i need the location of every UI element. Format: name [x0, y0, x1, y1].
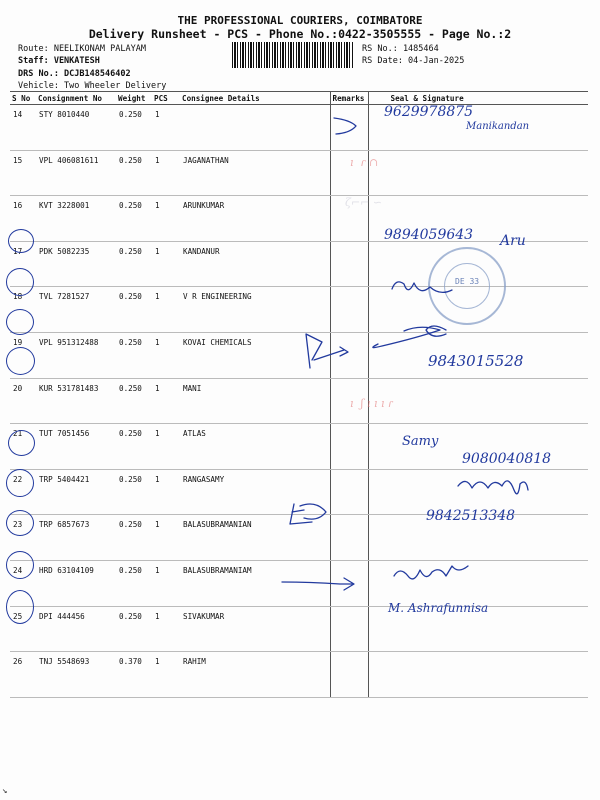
stamp-date: DE 33 — [455, 277, 480, 286]
row-consignment: TUT 7051456 — [36, 424, 116, 470]
row-weight: 0.250 — [116, 424, 152, 470]
row-pcs: 1 — [152, 378, 180, 424]
faint-mark: ı ɾ ∩ — [350, 156, 379, 169]
row-weight: 0.370 — [116, 652, 152, 698]
row-consignment: DPI 444456 — [36, 606, 116, 652]
row-weight: 0.250 — [116, 515, 152, 561]
vehicle-info: Vehicle: Two Wheeler Delivery — [18, 81, 167, 91]
row-weight: 0.250 — [116, 150, 152, 196]
row-consignee: KANDANUR — [180, 241, 330, 287]
col-consignee: Consignee Details — [180, 92, 330, 105]
row-pcs: 1 — [152, 515, 180, 561]
row-consignee: MANI — [180, 378, 330, 424]
row-pcs: 1 — [152, 105, 180, 151]
row-weight: 0.250 — [116, 606, 152, 652]
faint-mark: ı ʃ ı ı ı ɾ — [350, 397, 394, 410]
row-pcs: 1 — [152, 196, 180, 242]
col-seal-signature: Seal & Signature — [368, 92, 588, 105]
handwritten-phone: 9629978875 — [384, 104, 474, 120]
signature-stroke — [392, 282, 452, 293]
row-weight: 0.250 — [116, 560, 152, 606]
row-consignee: BALASUBRAMANIAN — [180, 515, 330, 561]
col-sno: S No — [10, 92, 36, 105]
signature-stroke — [394, 566, 468, 579]
row-sno: 16 — [10, 196, 36, 242]
scribble-stroke — [458, 481, 528, 494]
rs-date: RS Date: 04-Jan-2025 — [362, 56, 465, 66]
row-consignment: VPL 951312488 — [36, 332, 116, 378]
handwritten-signature: Samy — [402, 434, 439, 449]
handwritten-phone: 9080040818 — [462, 451, 552, 467]
row-consignee: KOVAI CHEMICALS — [180, 332, 330, 378]
row-sno: 22 — [10, 469, 36, 515]
row-weight: 0.250 — [116, 105, 152, 151]
handwritten-signature: Manikandan — [466, 121, 530, 132]
row-consignee: V R ENGINEERING — [180, 287, 330, 333]
arrow-stroke — [334, 118, 356, 134]
scribble-stroke — [306, 334, 348, 368]
row-consignee: BALASUBRAMANIAM — [180, 560, 330, 606]
runsheet-subtitle: Delivery Runsheet - PCS - Phone No.:0422-3505555 - Page No.:2 — [88, 27, 512, 41]
row-sno: 15 — [10, 150, 36, 196]
row-sno: 20 — [10, 378, 36, 424]
handwritten-phone: 9843015528 — [428, 352, 524, 370]
scribble-stroke — [290, 504, 326, 524]
arrow-stroke — [282, 578, 354, 590]
drs-number: DRS No.: DCJB148546402 — [18, 69, 131, 79]
row-sno: 26 — [10, 652, 36, 698]
row-consignee: RANGASAMY — [180, 469, 330, 515]
row-sno: 18 — [10, 287, 36, 333]
row-pcs: 1 — [152, 287, 180, 333]
corner-mark: ↘ — [2, 786, 8, 796]
row-weight: 0.250 — [116, 332, 152, 378]
handwritten-signature: M. Ashrafunnisa — [388, 601, 489, 615]
col-consignment: Consignment No — [36, 92, 116, 105]
row-consignment: TRP 6857673 — [36, 515, 116, 561]
handwritten-signature: Aru — [500, 233, 526, 249]
row-pcs: 1 — [152, 469, 180, 515]
row-consignment: KVT 3228001 — [36, 196, 116, 242]
col-weight: Weight — [116, 92, 152, 105]
row-consignment: TNJ 5548693 — [36, 652, 116, 698]
row-consignment: TRP 5404421 — [36, 469, 116, 515]
row-consignee: SIVAKUMAR — [180, 606, 330, 652]
faint-mark: ζ⌐⌐ ∽ — [345, 196, 383, 209]
row-sno: 19 — [10, 332, 36, 378]
row-consignment: TVL 7281527 — [36, 287, 116, 333]
row-weight: 0.250 — [116, 378, 152, 424]
row-sno: 24 — [10, 560, 36, 606]
row-weight: 0.250 — [116, 241, 152, 287]
row-pcs: 1 — [152, 652, 180, 698]
row-pcs: 1 — [152, 560, 180, 606]
row-consignee: ARUNKUMAR — [180, 196, 330, 242]
row-consignment: HRD 63104109 — [36, 560, 116, 606]
row-consignment: VPL 406081611 — [36, 150, 116, 196]
rs-number: RS No.: 1485464 — [362, 44, 439, 54]
row-sno: 25 — [10, 606, 36, 652]
row-weight: 0.250 — [116, 287, 152, 333]
row-pcs: 1 — [152, 424, 180, 470]
route-info: Route: NEELIKONAM PALAYAM — [18, 44, 146, 54]
row-consignee: RAHIM — [180, 652, 330, 698]
staff-info: Staff: VENKATESH — [18, 56, 100, 66]
row-consignee: ATLAS — [180, 424, 330, 470]
row-consignee: JAGANATHAN — [180, 150, 330, 196]
row-sno: 23 — [10, 515, 36, 561]
row-pcs: 1 — [152, 150, 180, 196]
row-sno: 14 — [10, 105, 36, 151]
handwritten-phone: 9894059643 — [384, 227, 474, 243]
row-sno: 21 — [10, 424, 36, 470]
row-sno: 17 — [10, 241, 36, 287]
row-consignment: KUR 531781483 — [36, 378, 116, 424]
row-pcs: 1 — [152, 332, 180, 378]
col-remarks: Remarks — [330, 92, 368, 105]
row-pcs: 1 — [152, 241, 180, 287]
company-title: THE PROFESSIONAL COURIERS, COIMBATORE — [177, 14, 423, 27]
handwritten-phone: 9842513348 — [426, 508, 516, 524]
row-pcs: 1 — [152, 606, 180, 652]
row-consignment: STY 8010440 — [36, 105, 116, 151]
signature-stroke — [373, 327, 440, 347]
row-weight: 0.250 — [116, 469, 152, 515]
row-weight: 0.250 — [116, 196, 152, 242]
col-pcs: PCS — [152, 92, 180, 105]
row-consignment: PDK 5082235 — [36, 241, 116, 287]
